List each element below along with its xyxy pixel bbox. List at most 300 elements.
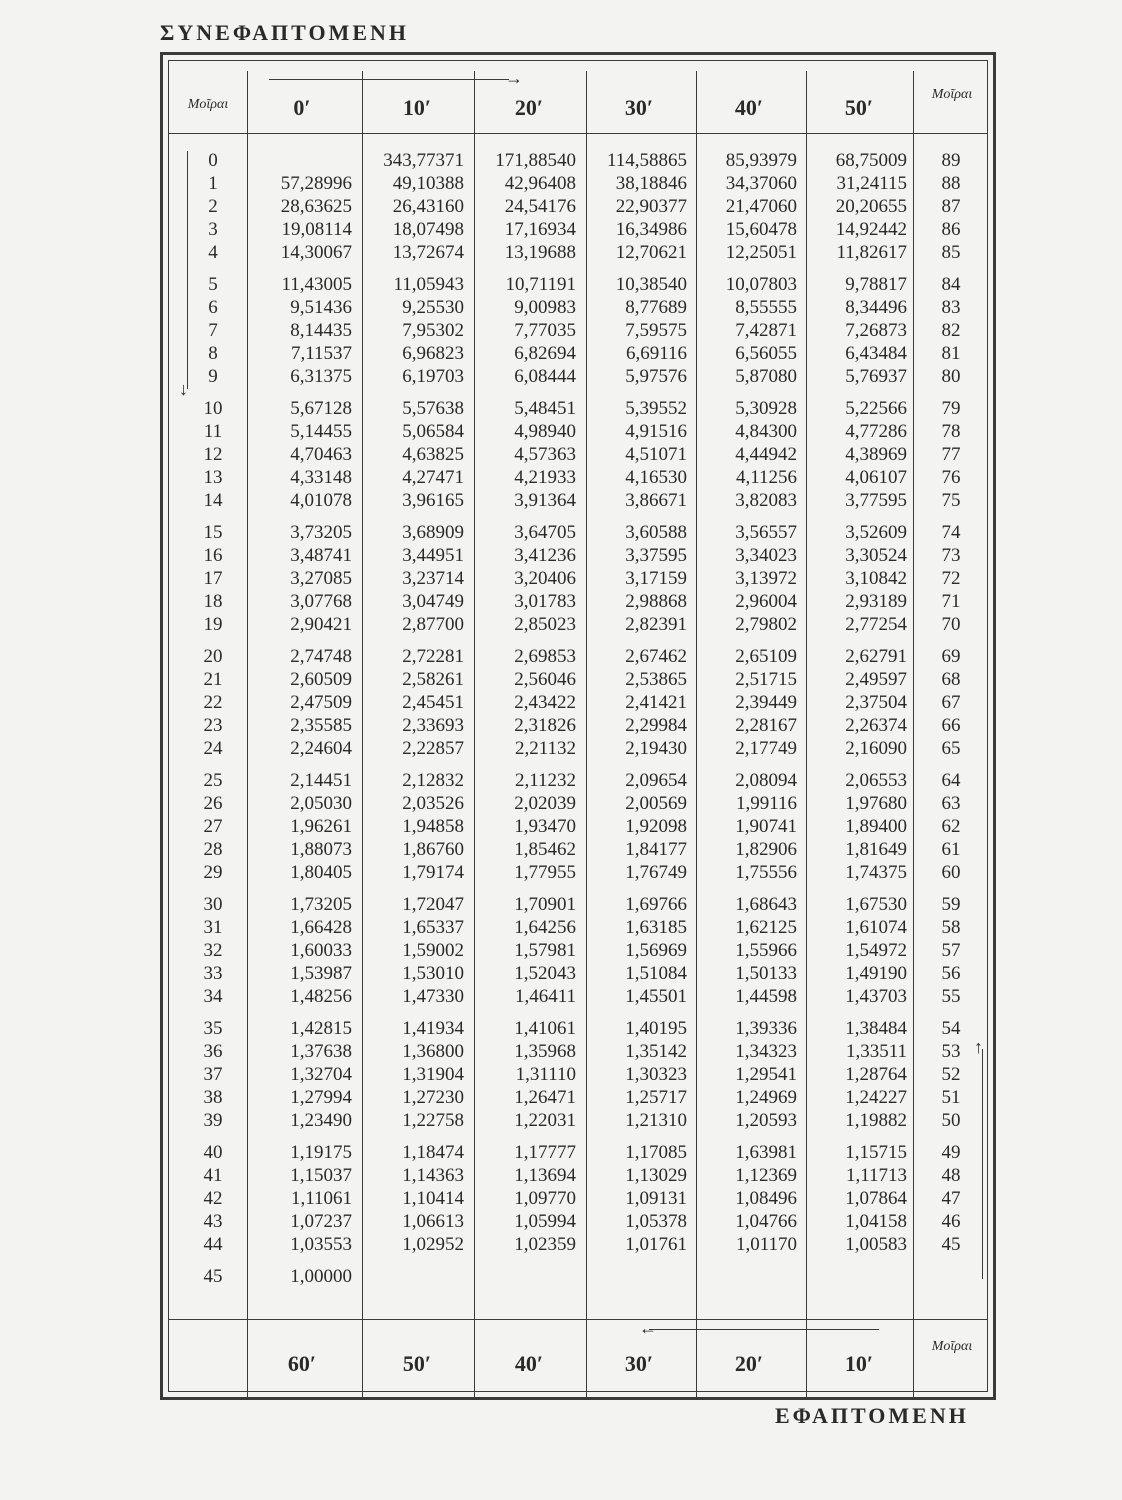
table-cell: 2,67462 (625, 646, 687, 667)
table-cell: 42,96408 (504, 173, 576, 194)
table-row (169, 1164, 991, 1187)
table-cell: 38,18846 (615, 173, 687, 194)
table-cell: 1,25717 (625, 1087, 687, 1108)
row-degree-left: 18 (203, 591, 223, 612)
table-cell: 2,43422 (514, 692, 576, 713)
table-cell: 2,31826 (514, 715, 576, 736)
footer-header-minutes: 30′ (624, 1351, 654, 1376)
table-cell: 6,82694 (514, 343, 576, 364)
table-cell: 1,38484 (845, 1018, 907, 1039)
table-cell: 1,90741 (735, 816, 797, 837)
table-cell: 1,57981 (514, 940, 576, 961)
footer-header-minutes: 10′ (844, 1351, 874, 1376)
table-cell: 1,18474 (402, 1142, 464, 1163)
table-cell: 6,56055 (735, 343, 797, 364)
table-cell: 2,02039 (514, 793, 576, 814)
table-cell: 3,77595 (845, 490, 907, 511)
table-cell: 1,51084 (625, 963, 687, 984)
row-degree-right: 64 (941, 770, 961, 791)
column-rule (696, 71, 697, 1397)
table-cell: 5,97576 (625, 366, 687, 387)
row-degree-left: 28 (203, 839, 223, 860)
table-cell: 1,70901 (514, 894, 576, 915)
table-cell: 34,37060 (725, 173, 797, 194)
row-degree-right: 84 (941, 274, 961, 295)
table-cell: 1,00583 (845, 1234, 907, 1255)
table-cell: 7,59575 (625, 320, 687, 341)
table-row (169, 365, 991, 388)
table-cell: 1,68643 (735, 894, 797, 915)
table-cell: 1,59002 (402, 940, 464, 961)
table-row (169, 1109, 991, 1132)
table-cell: 1,50133 (735, 963, 797, 984)
table-cell: 2,96004 (735, 591, 797, 612)
table-cell: 1,26471 (514, 1087, 576, 1108)
table-cell: 4,06107 (845, 467, 907, 488)
table-cell: 1,20593 (735, 1110, 797, 1131)
table-cell: 2,58261 (402, 669, 464, 690)
row-degree-right: 66 (941, 715, 961, 736)
table-cell: 1,63981 (735, 1142, 797, 1163)
table-cell: 7,26873 (845, 320, 907, 341)
table-cell: 8,55555 (735, 297, 797, 318)
row-degree-left: 33 (203, 963, 223, 984)
table-cell: 2,56046 (514, 669, 576, 690)
table-cell: 1,67530 (845, 894, 907, 915)
row-degree-left: 20 (203, 646, 223, 667)
table-cell: 1,56969 (625, 940, 687, 961)
table-cell: 3,82083 (735, 490, 797, 511)
table-cell: 49,10388 (392, 173, 464, 194)
table-row (169, 420, 991, 443)
row-degree-right: 72 (941, 568, 961, 589)
table-cell: 1,43703 (845, 986, 907, 1007)
row-degree-right: 78 (941, 421, 961, 442)
row-degree-left: 43 (203, 1211, 223, 1232)
table-row (169, 544, 991, 567)
table-cell: 2,49597 (845, 669, 907, 690)
right-arrowhead-icon: → (505, 68, 523, 88)
table-row (169, 466, 991, 489)
table-cell: 1,92098 (625, 816, 687, 837)
table-row (169, 1210, 991, 1233)
table-cell: 4,70463 (290, 444, 352, 465)
table-cell: 5,14455 (290, 421, 352, 442)
row-degree-right: 75 (941, 490, 961, 511)
table-cell: 20,20655 (835, 196, 907, 217)
row-degree-left: 39 (203, 1110, 223, 1131)
left-degrees-label: Μοῖραι (187, 97, 229, 112)
table-cell: 2,08094 (735, 770, 797, 791)
row-degree-left: 9 (208, 366, 218, 387)
table-cell: 3,23714 (402, 568, 464, 589)
table-cell: 1,65337 (402, 917, 464, 938)
table-cell: 1,77955 (514, 862, 576, 883)
table-cell: 3,96165 (402, 490, 464, 511)
row-degree-right: 55 (941, 986, 961, 1007)
table-row (169, 838, 991, 861)
table-cell: 1,15715 (845, 1142, 907, 1163)
table-cell: 2,16090 (845, 738, 907, 759)
table-cell: 3,44951 (402, 545, 464, 566)
table-cell: 18,07498 (392, 219, 464, 240)
row-degree-left: 27 (203, 816, 223, 837)
table-row (169, 861, 991, 884)
table-cell: 1,29541 (735, 1064, 797, 1085)
row-degree-left: 34 (203, 986, 223, 1007)
table-cell: 343,77371 (383, 150, 464, 171)
table-cell: 1,27994 (290, 1087, 352, 1108)
table-cell: 2,14451 (290, 770, 352, 791)
table-cell: 9,00983 (514, 297, 576, 318)
table-row (169, 195, 991, 218)
table-cell: 1,10414 (402, 1188, 464, 1209)
table-row (169, 815, 991, 838)
table-cell: 4,38969 (845, 444, 907, 465)
row-degree-right: 62 (941, 816, 961, 837)
table-cell: 68,75009 (835, 150, 907, 171)
table-cell: 1,93470 (514, 816, 576, 837)
table-cell: 1,03553 (290, 1234, 352, 1255)
row-degree-left: 36 (203, 1041, 223, 1062)
table-row (169, 319, 991, 342)
table-cell: 5,76937 (845, 366, 907, 387)
table-cell: 1,45501 (625, 986, 687, 1007)
row-degree-left: 45 (203, 1266, 223, 1287)
table-cell: 1,48256 (290, 986, 352, 1007)
table-cell: 11,82617 (836, 242, 907, 263)
table-row (169, 1063, 991, 1086)
table-cell: 2,22857 (402, 738, 464, 759)
row-degree-right: 67 (941, 692, 961, 713)
table-cell: 1,52043 (514, 963, 576, 984)
table-cell: 1,53987 (290, 963, 352, 984)
table-cell: 22,90377 (615, 196, 687, 217)
table-cell: 1,97680 (845, 793, 907, 814)
table-cell: 1,42815 (290, 1018, 352, 1039)
table-cell: 1,41061 (514, 1018, 576, 1039)
table-cell: 1,49190 (845, 963, 907, 984)
row-degree-left: 10 (203, 398, 223, 419)
table-cell: 3,37595 (625, 545, 687, 566)
table-cell: 14,92442 (835, 219, 907, 240)
row-degree-left: 38 (203, 1087, 223, 1108)
row-degree-left: 40 (203, 1142, 223, 1163)
row-degree-right: 77 (941, 444, 961, 465)
table-cell: 7,42871 (735, 320, 797, 341)
table-cell: 9,25530 (402, 297, 464, 318)
row-degree-left: 19 (203, 614, 223, 635)
row-degree-right: 69 (941, 646, 961, 667)
table-cell: 1,74375 (845, 862, 907, 883)
table-cell: 1,76749 (625, 862, 687, 883)
row-degree-left: 37 (203, 1064, 223, 1085)
table-cell: 10,71191 (505, 274, 576, 295)
table-row (169, 962, 991, 985)
row-degree-left: 21 (203, 669, 223, 690)
table-cell: 3,91364 (514, 490, 576, 511)
table-cell: 2,93189 (845, 591, 907, 612)
row-degree-right: 65 (941, 738, 961, 759)
table-cell: 26,43160 (392, 196, 464, 217)
table-cell: 1,33511 (845, 1041, 907, 1062)
table-cell: 3,41236 (514, 545, 576, 566)
table-cell: 1,39336 (735, 1018, 797, 1039)
table-cell: 3,30524 (845, 545, 907, 566)
table-row (169, 590, 991, 613)
table-cell: 1,19175 (290, 1142, 352, 1163)
right-arrow-icon (269, 79, 509, 80)
table-row (169, 149, 991, 172)
table-cell: 2,45451 (402, 692, 464, 713)
row-degree-left: 22 (203, 692, 223, 713)
table-cell: 2,74748 (290, 646, 352, 667)
table-row (169, 916, 991, 939)
row-degree-left: 29 (203, 862, 223, 883)
table-cell: 19,08114 (281, 219, 352, 240)
table-cell: 5,48451 (514, 398, 576, 419)
table-cell: 1,69766 (625, 894, 687, 915)
table-row (169, 273, 991, 296)
table-row (169, 521, 991, 544)
row-degree-left: 7 (208, 320, 218, 341)
table-cell: 1,22031 (514, 1110, 576, 1131)
footer-header-minutes: 60′ (287, 1351, 317, 1376)
table-cell: 13,19688 (504, 242, 576, 263)
table-cell: 1,99116 (735, 793, 797, 814)
table-cell: 1,01170 (735, 1234, 797, 1255)
table-cell: 21,47060 (725, 196, 797, 217)
table-cell: 3,68909 (402, 522, 464, 543)
table-cell: 1,08496 (735, 1188, 797, 1209)
table-cell: 2,72281 (402, 646, 464, 667)
table-row (169, 893, 991, 916)
table-cell: 1,04158 (845, 1211, 907, 1232)
row-degree-left: 1 (208, 173, 218, 194)
table-row (169, 397, 991, 420)
row-degree-left: 30 (203, 894, 223, 915)
table-cell: 2,47509 (290, 692, 352, 713)
row-degree-right: 51 (941, 1087, 961, 1108)
table-cell: 2,12832 (402, 770, 464, 791)
table-cell: 1,23490 (290, 1110, 352, 1131)
table-cell: 2,53865 (625, 669, 687, 690)
table-cell: 5,06584 (402, 421, 464, 442)
table-cell: 3,52609 (845, 522, 907, 543)
table-cell: 6,08444 (514, 366, 576, 387)
table-cell: 4,27471 (402, 467, 464, 488)
table-cell: 4,01078 (290, 490, 352, 511)
column-rule (586, 71, 587, 1397)
column-header-minutes: 40′ (734, 95, 764, 120)
table-cell: 1,15037 (290, 1165, 352, 1186)
column-rule (474, 71, 475, 1397)
row-degree-right: 73 (941, 545, 961, 566)
trig-table-frame (160, 52, 996, 1400)
table-row (169, 1086, 991, 1109)
table-cell: 1,11713 (845, 1165, 907, 1186)
table-cell: 8,14435 (290, 320, 352, 341)
table-cell: 1,47330 (402, 986, 464, 1007)
table-row (169, 241, 991, 264)
table-cell: 4,51071 (625, 444, 687, 465)
row-degree-right: 68 (941, 669, 961, 690)
table-cell: 1,64256 (514, 917, 576, 938)
row-degree-right: 59 (941, 894, 961, 915)
table-cell: 2,09654 (625, 770, 687, 791)
table-cell: 3,86671 (625, 490, 687, 511)
row-degree-right: 60 (941, 862, 961, 883)
table-cell: 1,82906 (735, 839, 797, 860)
row-degree-left: 6 (208, 297, 218, 318)
table-cell: 1,94858 (402, 816, 464, 837)
table-cell: 17,16934 (504, 219, 576, 240)
table-row (169, 342, 991, 365)
footer-header-minutes: 20′ (734, 1351, 764, 1376)
left-arrow-icon (649, 1329, 879, 1330)
table-cell: 1,13029 (625, 1165, 687, 1186)
table-cell: 2,26374 (845, 715, 907, 736)
table-cell: 4,16530 (625, 467, 687, 488)
table-row (169, 939, 991, 962)
table-cell: 4,11256 (735, 467, 797, 488)
row-degree-left: 42 (203, 1188, 223, 1209)
table-cell: 2,00569 (625, 793, 687, 814)
table-cell: 2,24604 (290, 738, 352, 759)
table-cell: 1,05378 (625, 1211, 687, 1232)
table-cell: 2,79802 (735, 614, 797, 635)
table-cell: 1,72047 (402, 894, 464, 915)
table-cell: 2,06553 (845, 770, 907, 791)
table-cell: 3,34023 (735, 545, 797, 566)
table-cell: 3,10842 (845, 568, 907, 589)
table-cell: 1,04766 (735, 1211, 797, 1232)
column-rule (362, 71, 363, 1397)
row-degree-right: 70 (941, 614, 961, 635)
table-cell: 1,09131 (625, 1188, 687, 1209)
table-cell: 4,44942 (735, 444, 797, 465)
row-degree-left: 16 (203, 545, 223, 566)
row-degree-left: 25 (203, 770, 223, 791)
table-row (169, 769, 991, 792)
table-cell: 31,24115 (836, 173, 907, 194)
row-degree-right: 46 (941, 1211, 961, 1232)
table-row (169, 1187, 991, 1210)
table-cell: 1,11061 (290, 1188, 352, 1209)
table-cell: 2,98868 (625, 591, 687, 612)
row-degree-right: 50 (941, 1110, 961, 1131)
table-cell: 1,17777 (514, 1142, 576, 1163)
column-rule (913, 71, 914, 1397)
row-degree-left: 23 (203, 715, 223, 736)
row-degree-right: 56 (941, 963, 961, 984)
table-cell: 5,57638 (402, 398, 464, 419)
table-cell: 5,22566 (845, 398, 907, 419)
row-degree-left: 11 (203, 421, 223, 442)
right-degrees-label: Μοῖραι (931, 87, 973, 102)
table-cell: 2,11232 (514, 770, 576, 791)
table-cell: 13,72674 (392, 242, 464, 263)
table-cell: 1,35142 (625, 1041, 687, 1062)
table-cell: 3,60588 (625, 522, 687, 543)
table-cell: 2,05030 (290, 793, 352, 814)
table-cell: 3,20406 (514, 568, 576, 589)
row-degree-right: 61 (941, 839, 961, 860)
table-cell: 1,80405 (290, 862, 352, 883)
row-degree-right: 71 (941, 591, 961, 612)
row-degree-right: 47 (941, 1188, 961, 1209)
table-cell: 2,60509 (290, 669, 352, 690)
row-degree-right: 57 (941, 940, 961, 961)
column-header-minutes: 50′ (844, 95, 874, 120)
table-row (169, 296, 991, 319)
table-cell: 1,85462 (514, 839, 576, 860)
table-cell: 1,44598 (735, 986, 797, 1007)
table-cell: 1,19882 (845, 1110, 907, 1131)
row-degree-right: 83 (941, 297, 961, 318)
table-cell: 3,17159 (625, 568, 687, 589)
row-degree-left: 2 (208, 196, 218, 217)
footer-header-minutes: 40′ (514, 1351, 544, 1376)
table-cell: 1,30323 (625, 1064, 687, 1085)
table-cell: 10,07803 (725, 274, 797, 295)
table-cell: 4,77286 (845, 421, 907, 442)
column-header-minutes: 30′ (624, 95, 654, 120)
table-cell: 6,69116 (625, 343, 687, 364)
table-cell: 9,78817 (845, 274, 907, 295)
table-cell: 1,27230 (402, 1087, 464, 1108)
table-row (169, 218, 991, 241)
row-degree-right: 82 (941, 320, 961, 341)
table-row (169, 668, 991, 691)
row-degree-left: 17 (203, 568, 223, 589)
row-degree-left: 5 (208, 274, 218, 295)
table-cell: 24,54176 (504, 196, 576, 217)
row-degree-right: 53 (941, 1041, 961, 1062)
table-cell: 2,39449 (735, 692, 797, 713)
table-cell: 1,01761 (625, 1234, 687, 1255)
table-cell: 1,24227 (845, 1087, 907, 1108)
table-cell: 2,85023 (514, 614, 576, 635)
row-degree-left: 31 (203, 917, 223, 938)
table-cell: 7,11537 (290, 343, 352, 364)
bottom-right-degrees-label: Μοῖραι (931, 1339, 973, 1354)
table-cell: 171,88540 (495, 150, 576, 171)
table-cell: 1,96261 (290, 816, 352, 837)
row-degree-left: 24 (203, 738, 223, 759)
column-header-minutes: 0′ (293, 95, 311, 120)
table-cell: 1,40195 (625, 1018, 687, 1039)
table-row (169, 613, 991, 636)
table-cell: 1,86760 (402, 839, 464, 860)
row-degree-left: 8 (208, 343, 218, 364)
table-cell: 1,28764 (845, 1064, 907, 1085)
row-degree-left: 41 (203, 1165, 223, 1186)
up-arrowhead-icon: ↑ (974, 1037, 983, 1057)
table-row (169, 443, 991, 466)
table-cell: 3,48741 (290, 545, 352, 566)
row-degree-left: 14 (203, 490, 223, 511)
table-cell: 15,60478 (725, 219, 797, 240)
row-degree-right: 76 (941, 467, 961, 488)
table-cell: 1,63185 (625, 917, 687, 938)
footer-separator (169, 1319, 987, 1320)
header-separator (169, 133, 987, 134)
table-cell: 1,55966 (735, 940, 797, 961)
table-cell: 5,30928 (735, 398, 797, 419)
table-cell: 1,66428 (290, 917, 352, 938)
table-row (169, 1040, 991, 1063)
